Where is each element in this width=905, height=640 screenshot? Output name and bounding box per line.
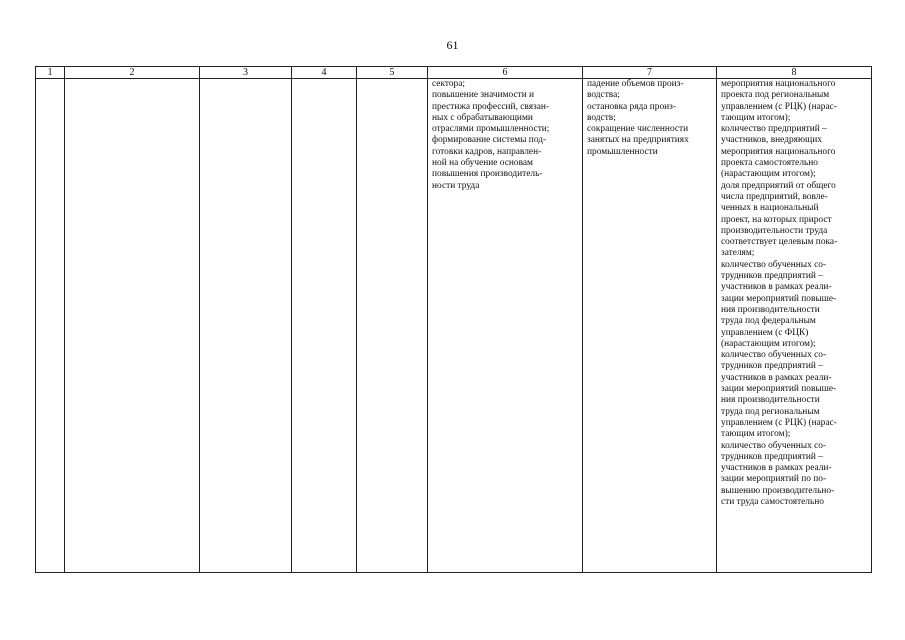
cell-text-line: готовки кадров, направлен- bbox=[432, 146, 542, 157]
cell-text-line: трудников предприятий – bbox=[721, 271, 823, 282]
cell-text-line: количество обученных со- bbox=[721, 259, 827, 270]
cell-text-line: формирование системы под- bbox=[432, 135, 547, 146]
table-row bbox=[36, 79, 872, 573]
cell-text-line: труда под региональным bbox=[721, 406, 820, 417]
cell-text-line: участников в рамках реали- bbox=[721, 372, 832, 383]
cell-text-line: вышению производительно- bbox=[721, 485, 835, 496]
cell-text-line: проекта под региональным bbox=[721, 90, 830, 101]
cell-text-line: сектора; bbox=[432, 79, 465, 89]
cell-text-line: ности труда bbox=[432, 180, 480, 191]
cell-text-line: количество обученных со- bbox=[721, 350, 827, 361]
cell-text-line: отраслями промышленности; bbox=[432, 124, 550, 135]
cell-text-line: соответствует целевым пока- bbox=[721, 237, 838, 248]
cell-text-line: водства; bbox=[587, 90, 620, 101]
cell-text-line: (нарастающим итогом); bbox=[721, 169, 816, 180]
cell-text-line: проект, на которых прирост bbox=[721, 214, 832, 225]
cell-text-line: падение объемов произ- bbox=[587, 79, 684, 89]
cell-text-line: ченных в национальный bbox=[721, 203, 819, 214]
column-header-2: 2 bbox=[65, 67, 200, 79]
column-header-4: 4 bbox=[292, 67, 357, 79]
column-header-6: 6 bbox=[428, 67, 583, 79]
cell-text-line: количество предприятий – bbox=[721, 124, 827, 135]
cell-text-line: повышения производитель- bbox=[432, 169, 543, 180]
column-header-7: 7 bbox=[583, 67, 717, 79]
cell-text-line: ния производительности bbox=[721, 304, 820, 315]
cell-text-line: сти труда самостоятельно bbox=[721, 496, 824, 507]
cell-text-line: повышение значимости и bbox=[432, 90, 535, 101]
column-header-8: 8 bbox=[717, 67, 872, 79]
cell-text-line: труда под федеральным bbox=[721, 316, 816, 327]
cell-text-line: числа предприятий, вовле- bbox=[721, 191, 828, 202]
cell-col-8 bbox=[717, 79, 872, 573]
cell-col-2 bbox=[65, 79, 200, 573]
cell-text-line: мероприятия национального bbox=[721, 79, 836, 89]
column-header-3: 3 bbox=[200, 67, 292, 79]
cell-text-line: занятых на предприятиях bbox=[587, 135, 689, 146]
cell-text-line: производительности труда bbox=[721, 225, 828, 236]
page-number: 61 bbox=[446, 38, 459, 52]
cell-text-line: зации мероприятий по по- bbox=[721, 474, 827, 485]
cell-text-line: управлением (с ФЦК) bbox=[721, 327, 809, 338]
cell-text-line: ных с обрабатывающими bbox=[432, 112, 533, 123]
cell-col-4 bbox=[292, 79, 357, 573]
column-header-1: 1 bbox=[36, 67, 65, 79]
column-header-5: 5 bbox=[357, 67, 428, 79]
cell-text-line: тающим итогом); bbox=[721, 429, 791, 440]
cell-col-7 bbox=[583, 79, 717, 573]
cell-text-line: ния производительности bbox=[721, 395, 820, 406]
cell-col-1 bbox=[36, 79, 65, 573]
cell-text-line: проекта самостоятельно bbox=[721, 158, 818, 169]
cell-text-line: тающим итогом); bbox=[721, 112, 791, 123]
cell-text-line: мероприятия национального bbox=[721, 146, 836, 157]
cell-text-line: (нарастающим итогом); bbox=[721, 338, 816, 349]
cell-text-line: ной на обучение основам bbox=[432, 158, 533, 169]
cell-text-line: управлением (с РЦК) (нарас- bbox=[721, 101, 837, 112]
cell-text-line: сокращение численности bbox=[587, 124, 689, 135]
cell-text-line: престижа профессий, связан- bbox=[432, 101, 550, 112]
cell-text-line: трудников предприятий – bbox=[721, 451, 823, 462]
cell-text-line: остановка ряда произ- bbox=[587, 101, 677, 112]
cell-text-line: участников в рамках реали- bbox=[721, 463, 832, 474]
cell-text-line: зации мероприятий повыше- bbox=[721, 384, 837, 395]
header-row bbox=[36, 67, 872, 79]
cell-text-line: участников в рамках реали- bbox=[721, 282, 832, 293]
cell-text-line: промышленности bbox=[587, 146, 658, 157]
cell-text-line: количество обученных со- bbox=[721, 440, 827, 451]
cell-text-line: управлением (с РЦК) (нарас- bbox=[721, 417, 837, 428]
cell-text-line: участников, внедряющих bbox=[721, 135, 822, 146]
cell-text-line: зации мероприятий повыше- bbox=[721, 293, 837, 304]
document-table bbox=[35, 66, 872, 573]
cell-text-line: доля предприятий от общего bbox=[721, 180, 836, 191]
cell-col-6 bbox=[428, 79, 583, 573]
cell-text-line: водств; bbox=[587, 112, 616, 123]
cell-col-3 bbox=[200, 79, 292, 573]
cell-col-5 bbox=[357, 79, 428, 573]
cell-text-line: трудников предприятий – bbox=[721, 361, 823, 372]
cell-text-line: зателям; bbox=[721, 248, 755, 259]
